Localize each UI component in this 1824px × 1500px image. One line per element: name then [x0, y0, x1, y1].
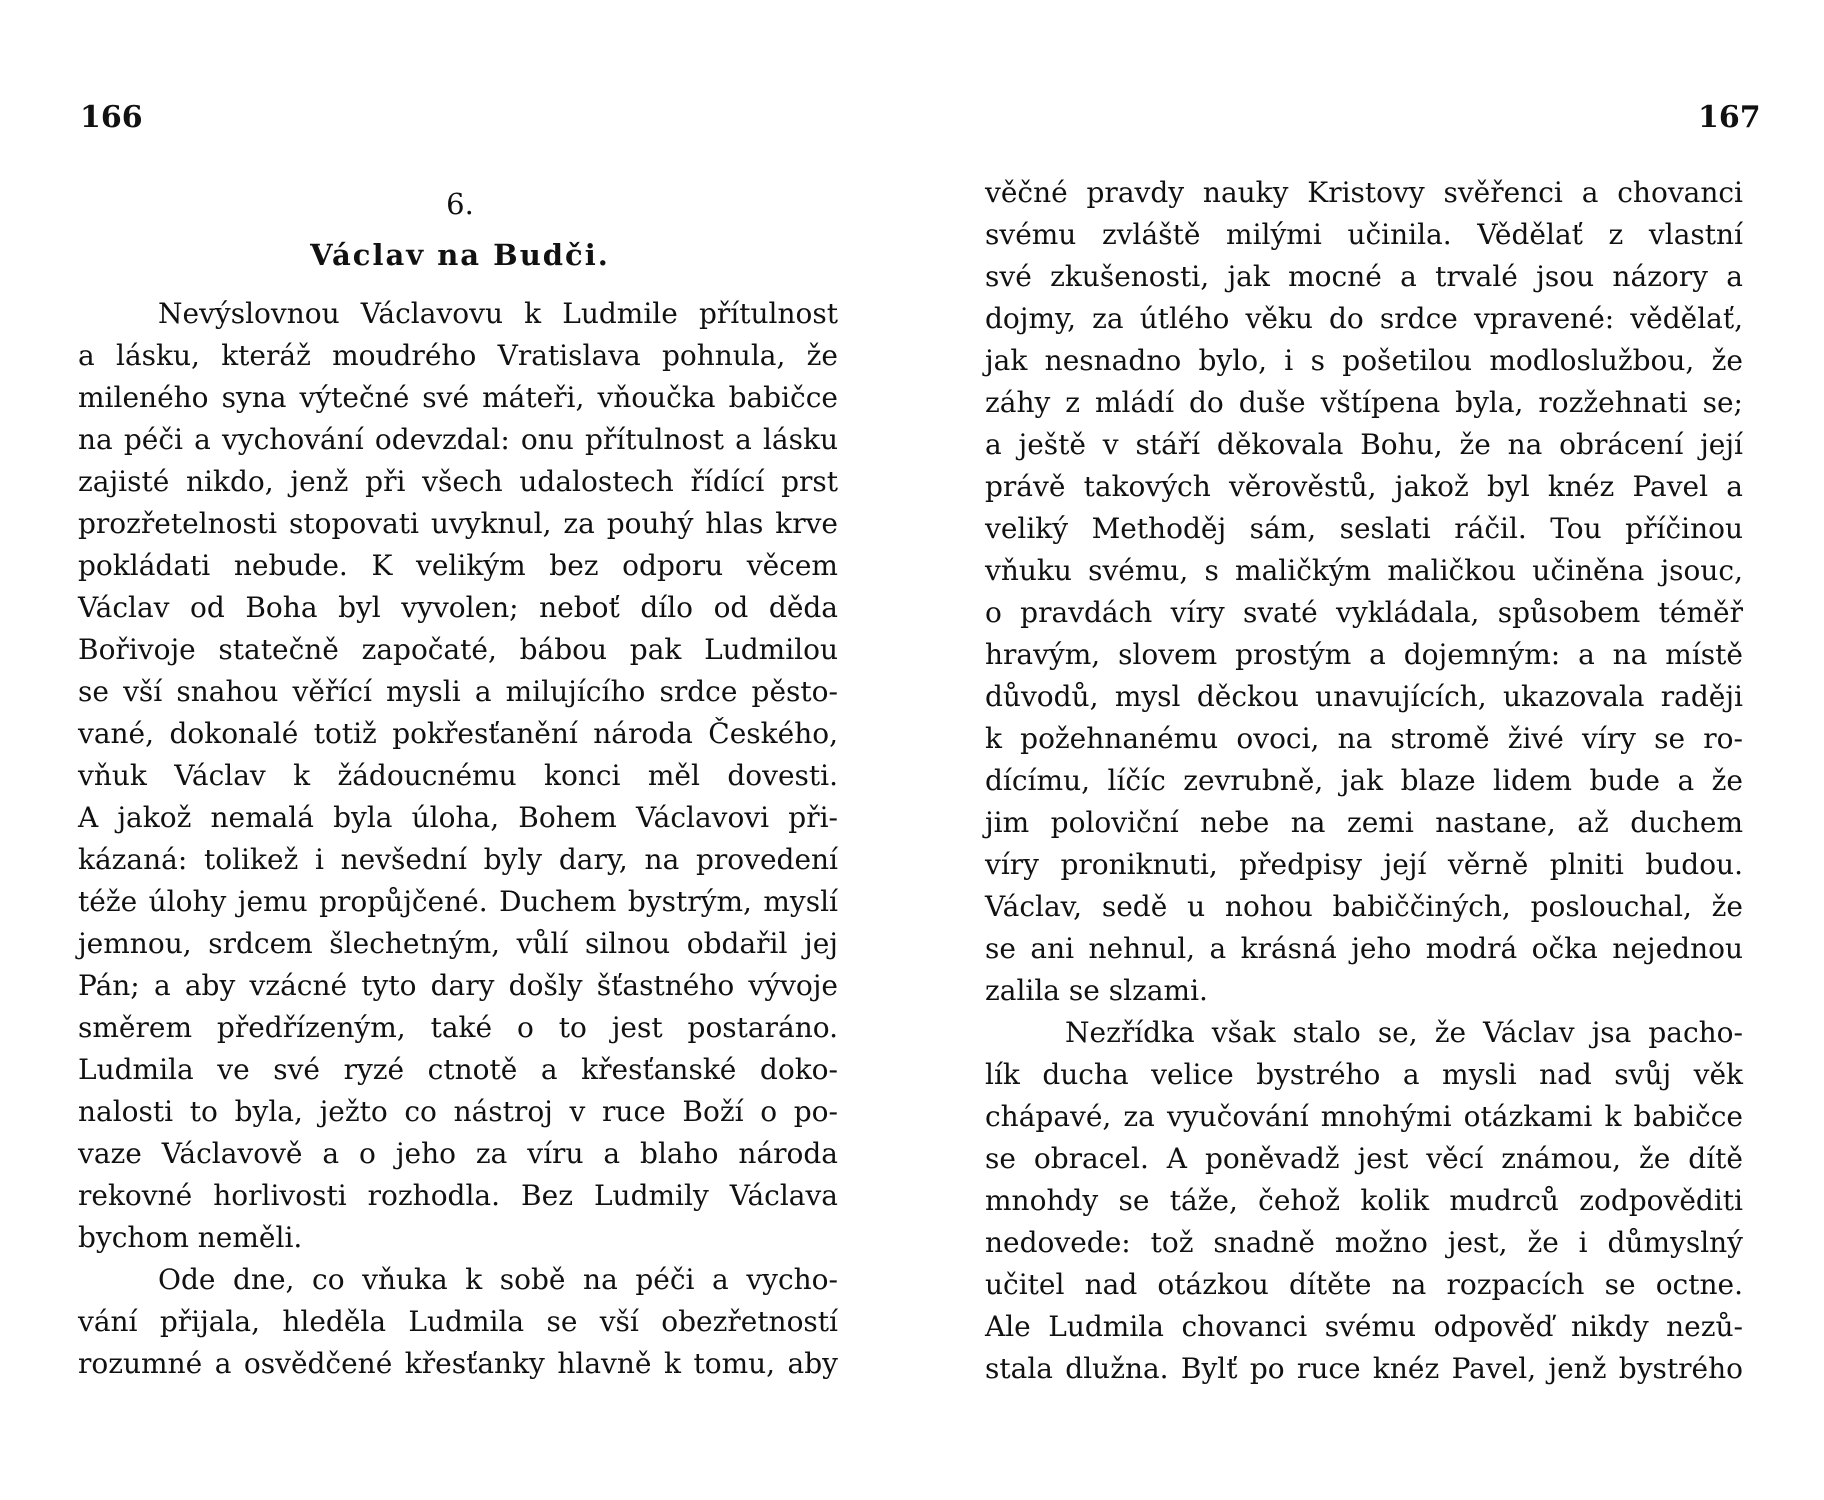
text-line: dícímu, líčíc zevrubně, jak blaze lidem bude a že — [985, 764, 1743, 797]
text-line: zajisté nikdo, jenž při všech udalostech řídící prst — [78, 465, 838, 498]
text-line: Ode dne, co vňuka k sobě na péči a vycho- — [158, 1263, 838, 1296]
text-line: směrem předřízeným, také o to jest postaráno. — [78, 1011, 838, 1044]
chapter-number: 6. — [446, 187, 474, 221]
text-line: zalila se slzami. — [985, 974, 1208, 1007]
text-line: a lásku, kteráž moudrého Vratislava pohnula, že — [78, 339, 838, 372]
text-line: veliký Methoděj sám, seslati ráčil. Tou příčinou — [985, 512, 1743, 545]
text-line: na péči a vychování odevzdal: onu přítulnost a lásku — [78, 423, 838, 456]
text-line: o pravdách víry svaté vykládala, spůsobem téměř — [985, 596, 1743, 629]
text-line: hravým, slovem prostým a dojemným: a na místě — [985, 638, 1743, 671]
text-line: důvodů, mysl děckou unavujících, ukazovala raději — [985, 680, 1743, 713]
left-page-text — [78, 293, 838, 1385]
text-line: stala dlužna. Bylť po ruce knéz Pavel, jenž bystrého — [985, 1352, 1743, 1385]
text-line: jak nesnadno bylo, i s pošetilou modloslužbou, že — [985, 344, 1743, 377]
text-line: bychom neměli. — [78, 1221, 303, 1254]
text-line: dojmy, za útlého věku do srdce vpravené: vědělať, — [985, 302, 1743, 335]
text-line: mnohdy se táže, čehož kolik mudrců zodpověditi — [985, 1184, 1743, 1217]
text-line: vaze Václavově a o jeho za víru a blaho národa — [78, 1137, 838, 1170]
text-line: vané, dokonalé totiž pokřesťanění národa Českého, — [78, 717, 838, 750]
text-line: Ludmila ve své ryzé ctnotě a křesťanské doko- — [78, 1053, 838, 1086]
text-line: se obracel. A poněvadž jest věcí známou, že dítě — [985, 1142, 1743, 1175]
chapter-title: Václav na Budči. — [310, 238, 610, 272]
text-line: prozřetelnosti stopovati uvyknul, za pouhý hlas krve — [78, 507, 838, 540]
text-line: lík ducha velice bystrého a mysli nad svůj věk — [985, 1058, 1743, 1091]
text-line: kázaná: tolikež i nevšední byly dary, na provedení — [78, 843, 838, 876]
text-line: Bořivoje statečně započaté, bábou pak Ludmilou — [78, 633, 838, 666]
text-line: A jakož nemalá byla úloha, Bohem Václavovi při- — [78, 801, 838, 834]
text-line: Nevýslovnou Václavovu k Ludmile přítulnost — [158, 297, 838, 330]
text-line: Nezřídka však stalo se, že Václav jsa pacho- — [1065, 1016, 1743, 1049]
text-line: a ještě v stáří děkovala Bohu, že na obrácení její — [985, 428, 1743, 461]
page-number-left: 166 — [80, 100, 143, 135]
text-line: pokládati nebude. K velikým bez odporu věcem — [78, 549, 838, 582]
text-line: právě takových věrověstů, jakož byl knéz Pavel a — [985, 470, 1743, 503]
text-line: věčné pravdy nauky Kristovy svěřenci a chovanci — [985, 176, 1743, 209]
text-line: vání přijala, hleděla Ludmila se vší obezřetností — [78, 1305, 838, 1338]
text-line: jim poloviční nebe na zemi nastane, až duchem — [985, 806, 1743, 839]
page-number-right: 167 — [1698, 100, 1761, 135]
text-line: nalosti to byla, ježto co nástroj v ruce Boží o po- — [78, 1095, 838, 1128]
text-line: Václav od Boha byl vyvolen; neboť dílo od děda — [78, 591, 838, 624]
right-page-text — [985, 172, 1743, 1390]
text-line: Ale Ludmila chovanci svému odpověď nikdy nezů- — [985, 1310, 1743, 1343]
text-line: Pán; a aby vzácné tyto dary došly šťastného vývoje — [78, 969, 838, 1002]
text-line: svému zvláště milými učinila. Vědělať z vlastní — [985, 218, 1743, 251]
text-line: záhy z mládí do duše vštípena byla, rozžehnati se; — [985, 386, 1743, 419]
text-line: víry proniknuti, předpisy její věrně plniti budou. — [985, 848, 1743, 881]
text-line: mileného syna výtečné své máteři, vňoučka babičce — [78, 381, 838, 414]
text-line: své zkušenosti, jak mocné a trvalé jsou názory a — [985, 260, 1743, 293]
text-line: téže úlohy jemu propůjčené. Duchem bystrým, myslí — [78, 885, 838, 918]
text-line: se ani nehnul, a krásná jeho modrá očka nejednou — [985, 932, 1743, 965]
text-line: učitel nad otázkou dítěte na rozpacích se octne. — [985, 1268, 1743, 1301]
text-line: nedovede: tož snadně možno jest, že i důmyslný — [985, 1226, 1743, 1259]
text-line: vňuku svému, s maličkým maličkou učiněna jsouc, — [985, 554, 1743, 587]
text-line: se vší snahou věřící mysli a milujícího srdce pěsto- — [78, 675, 838, 708]
text-line: chápavé, za vyučování mnohými otázkami k babičce — [985, 1100, 1743, 1133]
text-line: rozumné a osvědčené křesťanky hlavně k tomu, aby — [78, 1347, 838, 1380]
text-line: vňuk Václav k žádoucnému konci měl dovesti. — [78, 759, 838, 792]
text-line: Václav, sedě u nohou babiččiných, poslouchal, že — [985, 890, 1743, 923]
text-line: rekovné horlivosti rozhodla. Bez Ludmily Václava — [78, 1179, 838, 1212]
text-line: jemnou, srdcem šlechetným, vůlí silnou obdařil jej — [78, 927, 838, 960]
text-line: k požehnanému ovoci, na stromě živé víry se ro- — [985, 722, 1743, 755]
